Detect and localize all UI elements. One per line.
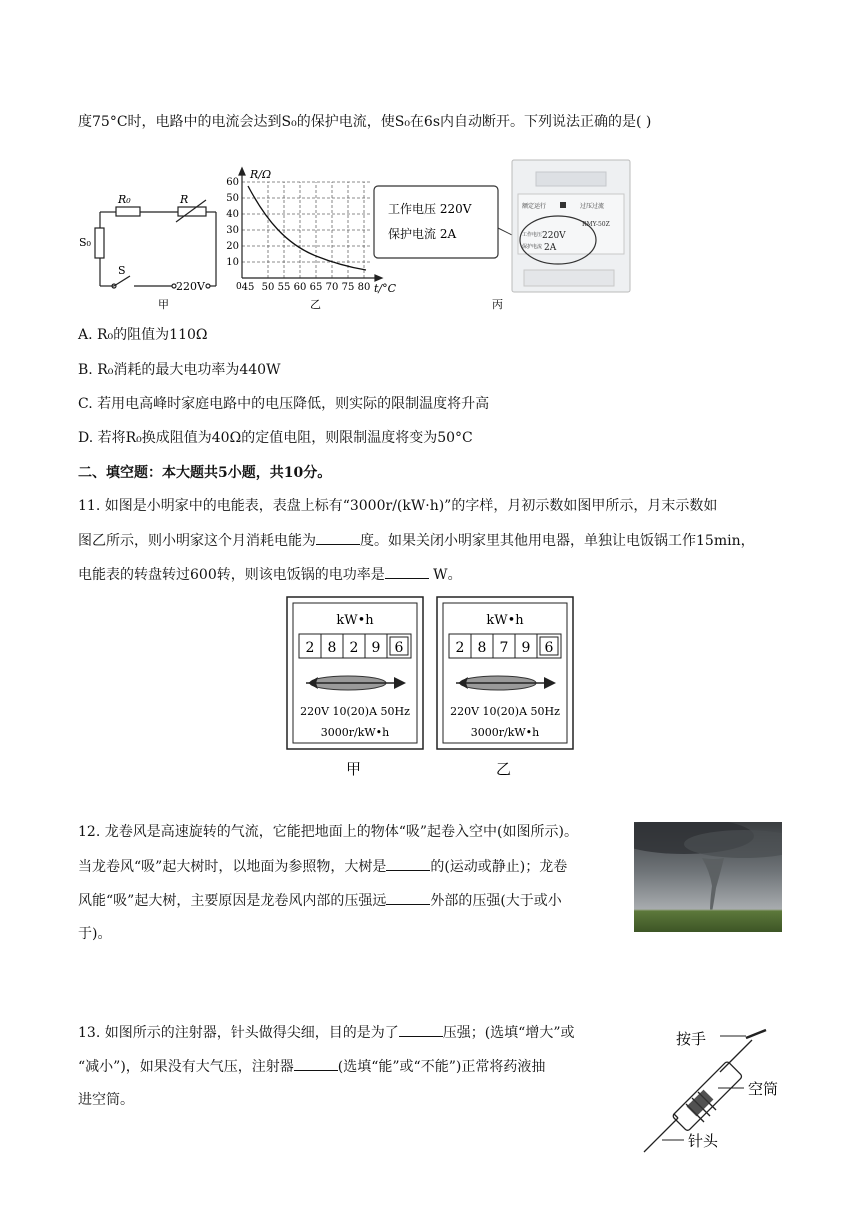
meter-unit: kW•h <box>336 613 374 628</box>
q12-line2: 当龙卷风“吸”起大树时，以地面为参照物，大树是 的(运动或静止)；龙卷 <box>78 856 567 877</box>
meter-digit: 9 <box>521 640 531 656</box>
label-r: R <box>180 193 189 206</box>
device-model: RMY-50Z <box>582 221 610 228</box>
q12-line1: 12. 龙卷风是高速旋转的气流，它能把地面上的物体“吸”起卷入空中(如图所示)。 <box>78 824 578 840</box>
option-b: B. R₀消耗的最大电功率为440W <box>78 362 281 378</box>
tornado-photo <box>634 822 782 932</box>
meter-jia <box>287 597 423 778</box>
option-d: D. 若将R₀换成阻值为40Ω的定值电阻，则限制温度将变为50°C <box>78 430 473 446</box>
graph-xtick: 60 <box>293 282 307 293</box>
label-220v: 220V <box>176 280 205 293</box>
q13-line3: 进空筒。 <box>78 1092 134 1108</box>
graph-ytick: 60 <box>226 177 239 188</box>
meter-digit: 9 <box>371 640 381 656</box>
q12-line4: 于)。 <box>78 926 112 942</box>
caption-jia: 甲 <box>158 298 169 311</box>
graph-ylabel: R/Ω <box>250 168 272 181</box>
meter-unit: kW•h <box>486 613 524 628</box>
caption-bing: 丙 <box>492 298 503 311</box>
meter-spec: 220V 10(20)A 50Hz <box>450 705 560 718</box>
meter-digit: 6 <box>544 640 554 656</box>
device-label-left: 额定运行 <box>522 203 547 210</box>
option-a: A. R₀的阻值为110Ω <box>78 327 208 343</box>
q11-line3: 电能表的转盘转过600转，则该电饭锅的电功率是 W。 <box>78 564 462 585</box>
q11-line1: 11. 如图是小明家中的电能表，表盘上标有“3000r/(kW·h)”的字样，月初示数如图甲所示，月末示数如 <box>78 498 718 514</box>
device-row2-label: 保护电流 <box>522 244 543 250</box>
callout-current: 保护电流 2A <box>388 227 457 241</box>
q11-line2: 图乙所示，则小明家这个月消耗电能为 度。如果关闭小明家里其他用电器，单独让电饭锅工作15min， <box>78 530 755 551</box>
graph-ytick: 10 <box>226 257 239 268</box>
q11-blank-1[interactable] <box>316 530 360 545</box>
label-s: S <box>118 264 126 277</box>
callout-voltage: 工作电压 220V <box>388 202 472 216</box>
meter-yi <box>437 597 573 778</box>
graph-xtick: 80 <box>357 282 371 293</box>
graph-xtick: 70 <box>325 282 339 293</box>
meter-digit: 7 <box>499 640 509 656</box>
label-s0: S₀ <box>79 236 91 249</box>
caption-meter-yi: 乙 <box>496 760 512 778</box>
graph-xtick: 75 <box>341 282 355 293</box>
syringe-label-needle: 针头 <box>688 1132 719 1150</box>
graph-xtick: 45 <box>241 282 255 293</box>
graph-xlabel: t/°C <box>374 282 397 295</box>
device-row1-label: 工作电压 <box>522 232 543 238</box>
graph-xtick: 65 <box>309 282 323 293</box>
figure-jia-circuit <box>78 176 228 311</box>
graph-ytick: 50 <box>226 193 239 204</box>
q12-line3: 风能“吸”起大树，主要原因是龙卷风内部的压强远 外部的压强(大于或小 <box>78 890 562 911</box>
meter-digit: 2 <box>349 640 359 656</box>
syringe-label-handle: 按手 <box>676 1030 707 1048</box>
meter-rev: 3000r/kW•h <box>320 726 390 739</box>
meter-digit: 2 <box>305 640 315 656</box>
meter-digit: 2 <box>455 640 465 656</box>
syringe-figure <box>634 1022 794 1156</box>
figure-bing-device <box>372 158 634 312</box>
graph-xtick: 55 <box>277 282 291 293</box>
q13-blank-2[interactable] <box>294 1056 338 1071</box>
section-heading: 二、填空题：本大题共5小题，共10分。 <box>78 465 332 481</box>
q11-blank-2[interactable] <box>385 564 429 579</box>
caption-meter-jia: 甲 <box>346 760 362 778</box>
meter-digit: 6 <box>394 640 404 656</box>
q12-blank-1[interactable] <box>386 856 430 871</box>
option-c: C. 若用电高峰时家庭电路中的电压降低，则实际的限制温度将升高 <box>78 396 490 412</box>
meter-digit: 8 <box>327 640 337 656</box>
device-row2-value: 2A <box>544 243 557 253</box>
graph-ytick: 20 <box>226 241 239 252</box>
figure-meters <box>286 596 586 786</box>
q12-blank-2[interactable] <box>386 890 430 905</box>
caption-yi: 乙 <box>310 298 321 311</box>
graph-origin: 0 <box>236 282 242 292</box>
q13-line1: 13. 如图所示的注射器，针头做得尖细，目的是为了 压强；(选填“增大”或 <box>78 1022 575 1043</box>
q13-blank-1[interactable] <box>399 1022 443 1037</box>
graph-ytick: 30 <box>226 225 239 236</box>
question-10-tail: 度75°C时，电路中的电流会达到S₀的保护电流，使S₀在6s内自动断开。下列说法正确的是( ) <box>78 114 652 130</box>
graph-xtick: 50 <box>261 282 275 293</box>
device-row1-value: 220V <box>542 231 566 241</box>
label-r0: R₀ <box>118 193 131 206</box>
graph-ytick: 40 <box>226 209 239 220</box>
meter-digit: 8 <box>477 640 487 656</box>
syringe-label-barrel: 空筒 <box>748 1080 779 1098</box>
meter-spec: 220V 10(20)A 50Hz <box>300 705 410 718</box>
meter-rev: 3000r/kW•h <box>470 726 540 739</box>
device-label-right: 过压过流 <box>580 203 605 210</box>
q13-line2: “减小”)，如果没有大气压，注射器 (选填“能”或“不能”)正常将药液抽 <box>78 1056 545 1077</box>
